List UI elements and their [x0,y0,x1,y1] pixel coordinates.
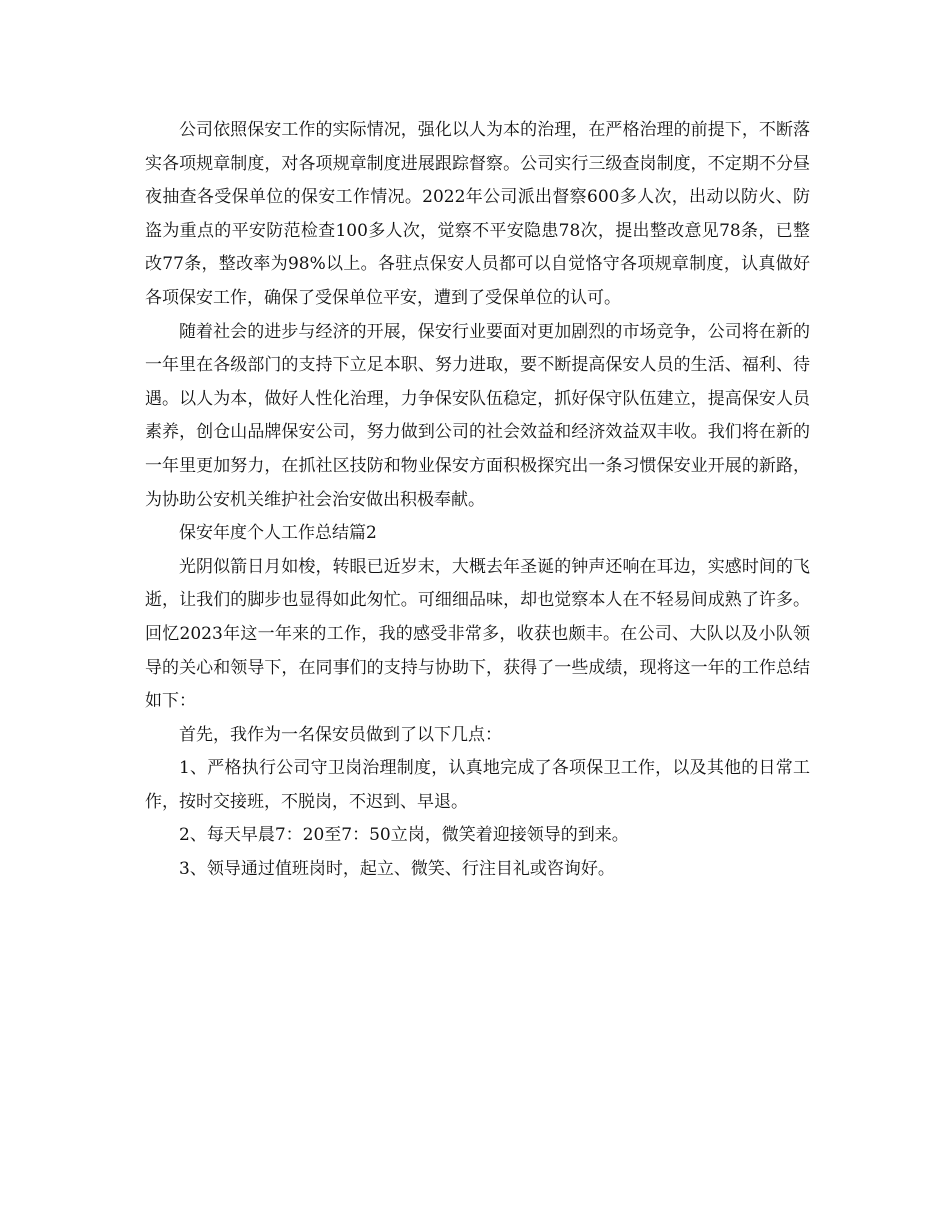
paragraph-future-development: 随着社会的进步与经济的开展，保安行业要面对更加剧烈的市场竞争，公司将在新的一年里在各级部门的支持下立足本职、努力进取，要不断提高保安人员的生活、福利、待遇。以人为本，做好人性化治理，力争保安队伍稳定，抓好保守队伍建立，提高保安人员素养，创仓山品牌保安公司，努力做到公司的社会效益和经济效益双丰收。我们将在新的一年里更加努力，在抓社区技防和物业保安方面积极探究出一条习惯保安业开展的新路，为协助公安机关维护社会治安做出积极奉献。 [145,321,810,510]
list-item-1: 1、严格执行公司守卫岗治理制度，认真地完成了各项保卫工作，以及其他的日常工作，按时交接班，不脱岗，不迟到、早退。 [145,758,810,812]
paragraph-company-security-management: 公司依照保安工作的实际情况，强化以人为本的治理，在严格治理的前提下，不断落实各项规章制度，对各项规章制度进展跟踪督察。公司实行三级查岗制度，不定期不分昼夜抽查各受保单位的保安工作情况。2022年公司派出督察600多人次，出动以防火、防盗为重点的平安防范检查100多人次，觉察不平安隐患78次，提出整改意见78条，已整改77条，整改率为98%以上。各驻点保安人员都可以自觉恪守各项规章制度，认真做好各项保安工作，确保了受保单位平安，遭到了受保单位的认可。 [145,120,810,308]
list-item-2: 2、每天早晨7：20至7：50立岗，微笑着迎接领导的到来。 [179,825,629,846]
paragraph-intro-points: 首先，我作为一名保安员做到了以下几点： [179,724,502,745]
section-heading: 保安年度个人工作总结篇2 [179,523,377,544]
document-body [145,114,810,887]
paragraph-year-review: 光阴似箭日月如梭，转眼已近岁末，大概去年圣诞的钟声还响在耳边，实感时间的飞逝，让我们的脚步也显得如此匆忙。可细细品味，却也觉察本人在不轻易间成熟了许多。回忆2023年这一年来的工作，我的感受非常多，收获也颇丰。在公司、大队以及小队领导的关心和领导下，在同事们的支持与协助下，获得了一些成绩，现将这一年的工作总结如下： [145,556,810,712]
list-item-3: 3、领导通过值班岗时，起立、微笑、行注目礼或咨询好。 [179,859,615,880]
